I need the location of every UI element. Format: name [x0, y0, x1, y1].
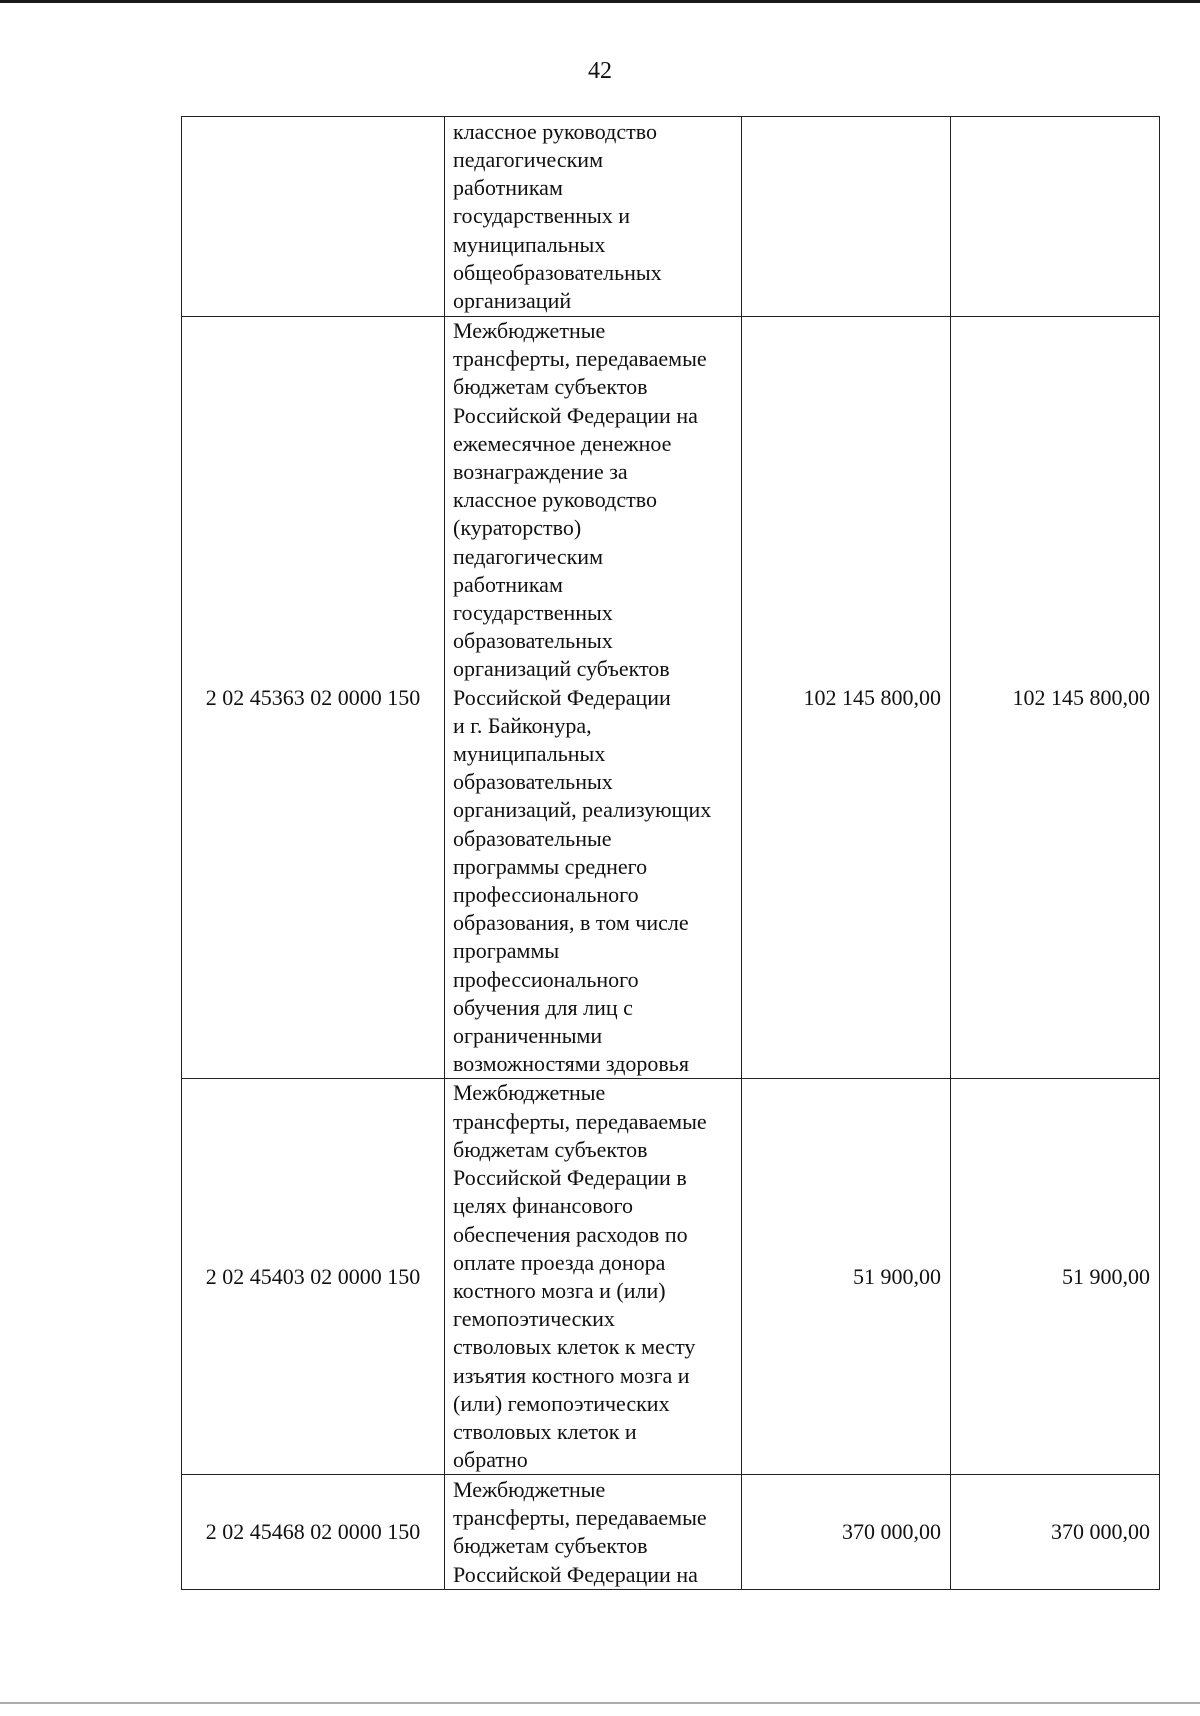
scan-edge-top: [0, 0, 1200, 3]
description-line: профессионального: [453, 966, 639, 992]
description-line: образовательных: [453, 769, 613, 795]
description-line: возможностями здоровья: [453, 1051, 689, 1077]
amount-cell-2: 370 000,00: [951, 1475, 1160, 1590]
description-line: трансферты, передаваемые: [453, 1108, 707, 1134]
description-cell: [445, 1079, 742, 1475]
description-line: государственных и: [453, 203, 631, 229]
description-line: Российской Федерации: [453, 684, 671, 710]
description-line: изъятия костного мозга и: [453, 1362, 690, 1388]
amount-cell-1: 102 145 800,00: [742, 317, 951, 1079]
description-line: государственных: [453, 600, 613, 626]
amount-cell-1: [742, 117, 951, 317]
description-line: (или) гемопоэтических: [453, 1390, 670, 1416]
description-line: организаций: [453, 288, 572, 313]
description-line: Российской Федерации на: [453, 402, 698, 428]
description-line: профессионального: [453, 882, 639, 908]
description-line: программы среднего: [453, 853, 648, 879]
description-line: и г. Байконура,: [453, 712, 592, 738]
description-cell: [445, 317, 742, 1079]
budget-code-cell: [182, 117, 445, 317]
description-line: муниципальных: [453, 741, 606, 767]
description-line: вознаграждение за: [453, 459, 628, 485]
description-line: педагогическим: [453, 543, 604, 569]
amount-cell-2: [951, 117, 1160, 317]
description-line: муниципальных: [453, 231, 606, 257]
description-line: образовательных: [453, 628, 613, 654]
description-cell: [445, 117, 742, 317]
description-line: педагогическим: [453, 146, 604, 172]
amount-cell-1: 51 900,00: [742, 1079, 951, 1475]
description-line: ограниченными: [453, 1023, 603, 1049]
table-row: [182, 317, 1160, 1079]
scan-edge-bottom: [0, 1702, 1200, 1704]
description-line: образования, в том числе: [453, 910, 689, 936]
amount-cell-1: 370 000,00: [742, 1475, 951, 1590]
amount-cell-2: 102 145 800,00: [951, 317, 1160, 1079]
table-row: [182, 1079, 1160, 1475]
description-line: организаций, реализующих: [453, 797, 712, 823]
description-line: костного мозга и (или): [453, 1277, 666, 1303]
description-cell: [445, 1475, 742, 1590]
description-line: Российской Федерации в: [453, 1165, 687, 1191]
description-line: классное руководство: [453, 487, 657, 513]
description-line: Межбюджетные: [453, 1476, 606, 1502]
description-line: обучения для лиц с: [453, 994, 633, 1020]
description-line: классное руководство: [453, 118, 657, 144]
description-line: трансферты, передаваемые: [453, 346, 707, 372]
description-line: (кураторство): [453, 515, 582, 541]
description-line: гемопоэтических: [453, 1306, 615, 1332]
description-line: трансферты, передаваемые: [453, 1505, 707, 1531]
description-line: Российской Федерации на: [453, 1561, 698, 1587]
description-line: Межбюджетные: [453, 318, 606, 343]
budget-code-cell: 2 02 45363 02 0000 150: [182, 317, 445, 1079]
description-line: образовательные: [453, 825, 612, 851]
description-line: бюджетам субъектов: [453, 374, 648, 400]
table-row: [182, 117, 1160, 317]
description-line: бюджетам субъектов: [453, 1533, 648, 1559]
budget-code-cell: 2 02 45468 02 0000 150: [182, 1475, 445, 1590]
description-line: ежемесячное денежное: [453, 430, 672, 456]
description-line: организаций субъектов: [453, 656, 670, 682]
description-line: программы: [453, 938, 560, 964]
description-line: Межбюджетные: [453, 1080, 606, 1106]
budget-code-cell: 2 02 45403 02 0000 150: [182, 1079, 445, 1475]
description-line: бюджетам субъектов: [453, 1136, 648, 1162]
description-line: работникам: [453, 571, 563, 597]
description-line: обратно: [453, 1447, 528, 1473]
table-row: [182, 1475, 1160, 1590]
budget-table: [181, 116, 1160, 1590]
amount-cell-2: 51 900,00: [951, 1079, 1160, 1475]
description-line: стволовых клеток к месту: [453, 1334, 696, 1360]
description-line: стволовых клеток и: [453, 1418, 637, 1444]
description-line: работникам: [453, 175, 563, 201]
page-number: 42: [588, 58, 612, 84]
description-line: общеобразовательных: [453, 259, 662, 285]
description-line: обеспечения расходов по: [453, 1221, 688, 1247]
description-line: целях финансового: [453, 1193, 633, 1219]
description-line: оплате проезда донора: [453, 1249, 666, 1275]
